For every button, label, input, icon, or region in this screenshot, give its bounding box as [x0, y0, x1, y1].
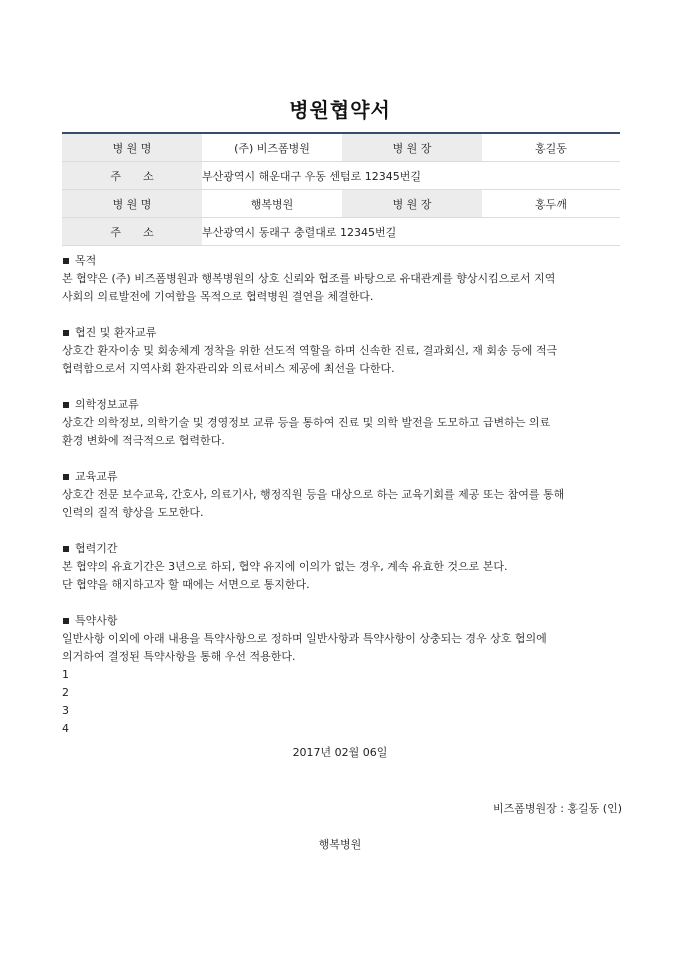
section-title: 특약사항	[75, 614, 118, 627]
special-term-item: 4	[62, 722, 69, 735]
special-term-item: 2	[62, 686, 69, 699]
table-row	[62, 190, 620, 218]
section-text: 환경 변화에 적극적으로 협력한다.	[62, 434, 225, 447]
section-medical-info	[62, 396, 622, 450]
hospital-name-value: (주) 비즈폼병원	[202, 133, 342, 162]
section-text: 상호간 환자이송 및 회송체계 정착을 위한 선도적 역할을 하며 신속한 진료, 결과회신, 재 회송 등에 적극	[62, 344, 558, 357]
section-text: 상호간 전문 보수교육, 간호사, 의료기사, 행정직원 등을 대상으로 하는 교육기회를 제공 또는 참여를 통해	[62, 488, 565, 501]
section-text: 본 협약은 (주) 비즈폼병원과 행복병원의 상호 신뢰와 협조를 바탕으로 유대관계를 향상시킴으로서 지역	[62, 272, 556, 285]
special-term-item: 1	[62, 668, 69, 681]
director-label: 병 원 장	[342, 133, 482, 162]
agreement-date: 2017년 02월 06일	[292, 746, 388, 759]
section-title: 목적	[75, 254, 97, 267]
special-term-item: 3	[62, 704, 69, 717]
section-text: 단 협약을 해지하고자 할 때에는 서면으로 통지한다.	[62, 578, 310, 591]
section-title: 교육교류	[75, 470, 118, 483]
director-label: 병 원 장	[342, 190, 482, 218]
section-special-terms	[62, 612, 622, 738]
square-bullet-icon	[63, 546, 69, 552]
square-bullet-icon	[63, 618, 69, 624]
hospital-name-label: 병 원 명	[62, 190, 202, 218]
document-title: 병원협약서	[289, 98, 391, 122]
section-text: 상호간 의학정보, 의학기술 및 경영정보 교류 등을 통하여 진료 및 의학 발전을 도모하고 급변하는 의료	[62, 416, 551, 429]
table-row	[62, 218, 620, 246]
square-bullet-icon	[63, 402, 69, 408]
agreement-body	[62, 252, 622, 756]
section-text: 협력함으로서 지역사회 환자관리와 의료서비스 제공에 최선을 다한다.	[62, 362, 395, 375]
section-text: 일반사항 이외에 아래 내용을 특약사항으로 정하며 일반사항과 특약사항이 상충되는 경우 상호 협의에	[62, 632, 547, 645]
square-bullet-icon	[63, 330, 69, 336]
address-value: 부산광역시 해운대구 우동 센텀로 12345번길	[202, 162, 620, 190]
table-row	[62, 133, 620, 162]
partner-hospital-name: 행복병원	[318, 838, 362, 851]
section-text: 사회의 의료발전에 기여함을 목적으로 협력병원 결연을 체결한다.	[62, 290, 374, 303]
director-value: 홍두깨	[482, 190, 620, 218]
section-text: 인력의 질적 향상을 도모한다.	[62, 506, 204, 519]
section-title: 의학정보교류	[75, 398, 139, 411]
director-value: 홍길동	[482, 133, 620, 162]
section-text: 의거하여 결정된 특약사항을 통해 우선 적용한다.	[62, 650, 296, 663]
section-title: 협진 및 환자교류	[75, 326, 157, 339]
section-purpose	[62, 252, 622, 306]
address-value: 부산광역시 동래구 충렬대로 12345번길	[202, 218, 620, 246]
hospital-name-value: 행복병원	[202, 190, 342, 218]
hospital-info-table	[62, 132, 620, 246]
section-education	[62, 468, 622, 522]
address-label: 주 소	[62, 162, 202, 190]
square-bullet-icon	[63, 258, 69, 264]
section-text: 본 협약의 유효기간은 3년으로 하되, 협약 유지에 이의가 없는 경우, 계속 유효한 것으로 본다.	[62, 560, 508, 573]
signature-line: 비즈폼병원장 : 홍길동 (인)	[492, 802, 622, 815]
square-bullet-icon	[63, 474, 69, 480]
section-title: 협력기간	[75, 542, 118, 555]
section-cooperation	[62, 324, 622, 378]
address-label: 주 소	[62, 218, 202, 246]
hospital-name-label: 병 원 명	[62, 133, 202, 162]
section-period	[62, 540, 622, 594]
table-row	[62, 162, 620, 190]
